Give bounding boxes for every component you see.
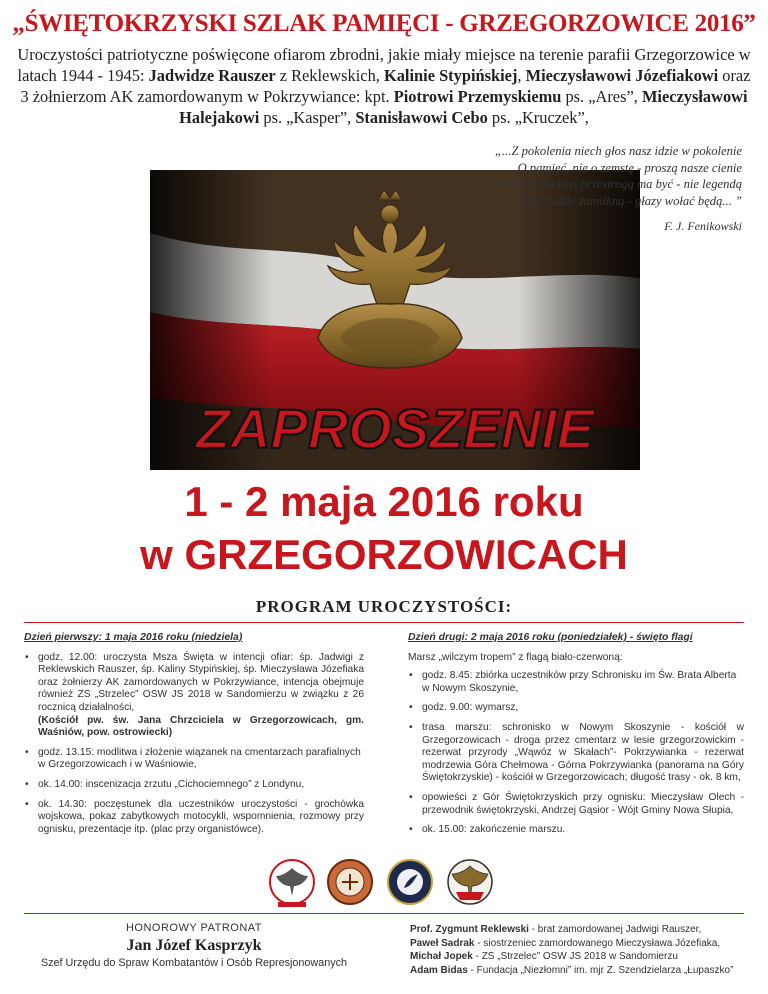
organizer-desc: - siostrzeniec zamordowanego Mieczysława Józefiaka, (474, 937, 721, 949)
organizer-name: Adam Bidas (410, 964, 468, 976)
organizer-desc: - brat zamordowanej Jadwigi Rauszer, (528, 924, 702, 935)
intro-text: , (517, 66, 526, 85)
honorary-patron (40, 922, 348, 969)
poem-quote (342, 143, 742, 209)
program-item (24, 652, 364, 740)
intro-text: ps. „Ares”, (561, 87, 642, 106)
poem-line: Jeśli ludzie zamilkną - głazy wołać będą... ” (519, 193, 742, 208)
organizer-name: Prof. Zygmunt Reklewski (410, 924, 529, 935)
program-item (408, 670, 744, 695)
program-item-text: ok. 14.00: inscenizacja zrzutu „Cichociemnego” z Londynu, (38, 778, 305, 790)
victim-name: Piotrowi Przemyskiemu (393, 87, 562, 106)
section-divider (24, 622, 744, 623)
program-item-subtext: w Grzegorzowicach i w Waśniowie, (38, 759, 197, 771)
poem-line: Los nasz dla was przestrogą ma być - nie legendą (491, 177, 742, 191)
intro-text: z Reklewskich, (275, 66, 384, 85)
eagle-crest-logo-icon (268, 858, 316, 910)
event-location-line: w GRZEGORZOWICACH (140, 531, 628, 578)
victim-name: Kalinie Stypińskiej (383, 66, 518, 85)
organizer-desc: - ZS „Strzelec” OSW JS 2018 w Sandomierzu (472, 951, 678, 963)
program-item-text: godz. 13.15: modlitwa i złożenie wiązanek na cmentarzach parafialnych (38, 746, 361, 758)
patron-name: Jan Józef Kasprzyk (126, 937, 262, 954)
program-item (408, 702, 744, 715)
program-item-text: godz. 8.45: zbiórka uczestników przy Schronisku im Św. Brata Alberta (422, 670, 737, 682)
day1-heading: Dzień pierwszy: 1 maja 2016 roku (niedziela) (24, 632, 243, 643)
organizer-entry (410, 923, 746, 937)
organizer-entry (410, 950, 746, 964)
niezlomni-logo-icon (446, 858, 494, 910)
page-title: „ŚWIĘTOKRZYSKI SZLAK PAMIĘCI - GRZEGORZOWICE 2016” (12, 10, 756, 37)
organizer-desc: - Fundacja „Niezłomni” im. mjr Z. Szendzielarza „Łupaszko” (467, 964, 734, 976)
invitation-heading: ZAPROSZENIE (195, 397, 595, 460)
event-dates (0, 476, 768, 582)
victim-name: Jadwidze Rauszer (148, 66, 276, 85)
footer-divider (24, 913, 744, 914)
sponsor-logos (268, 858, 500, 914)
intro-text: ps. „Kasper”, (259, 108, 356, 127)
intro-paragraph (12, 44, 756, 128)
program-item (408, 722, 744, 785)
poem-line: O pamięć, nie o zemstę - proszą nasze cienie (517, 160, 742, 175)
program-item-location: (Kościół pw. św. Jana Chrzciciela w Grzegorzowicach, gm. Waśniów, pow. ostrowiecki) (38, 714, 364, 739)
program-item-text: godz. 9.00: wymarsz, (422, 702, 519, 714)
patron-office: Szef Urzędu do Spraw Kombatantów i Osób Represjonowanych (40, 957, 348, 969)
program-item (408, 792, 744, 817)
eagle-flag-hero-image (150, 170, 640, 470)
march-intro: Marsz „wilczym tropem” z flagą biało-czerwoną: (408, 651, 623, 663)
victim-name: Mieczysławowi Józefiakowi (525, 66, 719, 85)
organization-badge-logo-icon (326, 858, 374, 910)
day2-heading: Dzień drugi: 2 maja 2016 roku (poniedziałek) - święto flagi (408, 632, 693, 643)
day2-column (408, 632, 744, 844)
poem-author: F. J. Fenikowski (664, 219, 742, 233)
program-item-text: opowieści z Gór Świętokrzyskich przy ognisku: Mieczysław Olech - przewodnik świętokrzyski, Andrzej Gąsior - Wójt Gminy Nowa Słupia, (422, 791, 744, 816)
program-item-text: godz. 12.00: uroczysta Msza Święta w intencji ofiar: śp. Jadwigi z Reklewskich Rauszer, śp. Kaliny Stypińskiej, śp. Mieczysława Józefiaka oraz żołnierzy AK zamordowanych w Pokrzywiance, intencja obejmuje również ZS „Strzelec” OSW JS 2018 w Sandomierzu w związku z 26 rocznicą działalności, (38, 651, 364, 713)
program-item-text: ok. 14.30: poczęstunek dla uczestników uroczystości - grochówka wojskowa, pokaz zabytkowych motocykli, wspomnienia, rozmowy przy ognisku, prezentacje itp. (plac przy organistówce). (38, 798, 364, 835)
organizers-list (410, 923, 746, 977)
program-title: PROGRAM UROCZYSTOŚCI: (255, 597, 513, 616)
program-item (24, 779, 364, 792)
day1-column (24, 632, 364, 843)
intro-text: ps. „Kruczek”, (487, 108, 589, 127)
program-item-text: ok. 15.00: zakończenie marszu. (422, 824, 566, 836)
intro-text: oraz 3 żołnierzom AK zamordowanym w Pokrzywiance: kpt. (20, 66, 751, 106)
event-date-line: 1 - 2 maja 2016 roku (184, 478, 584, 525)
victim-name: Mieczysławowi Halejakowi (179, 87, 748, 127)
program-item (408, 824, 744, 837)
program-item-text: trasa marszu: schronisko w Nowym Skoszynie - kościół w Grzegorzowicach - droga przez cmentarz w lesie grzegorzowickim - rezerwat przyrody „Wąwóz w Skałach”- Pokrzywianka - rezerwat modrzewia Góra Chełmowa - Górna Pokrzywianka (panorama na Góry Świętokrzyskie) - kościół w Grzegorzowicach; długość trasy - ok. 8 km, (422, 721, 744, 784)
poem-line: „...Z pokolenia niech głos nasz idzie w pokolenie (495, 144, 742, 158)
intro-text: Uroczystości patriotyczne poświęcone ofiarom zbrodni, jakie miały miejsce na terenie parafii Grzegorzowice w latach 1944 - 1945: (17, 45, 751, 85)
organizer-entry (410, 964, 746, 978)
program-item-subtext: w Nowym Skoszynie, (422, 682, 519, 694)
strzelec-logo-icon (386, 858, 434, 910)
program-item (24, 799, 364, 837)
organizer-entry (410, 937, 746, 951)
organizer-name: Paweł Sadrak (410, 937, 475, 949)
patron-label: HONOROWY PATRONAT (125, 922, 263, 934)
organizer-name: Michał Jopek (410, 951, 473, 963)
program-item (24, 747, 364, 772)
victim-name: Stanisławowi Cebo (355, 108, 488, 127)
